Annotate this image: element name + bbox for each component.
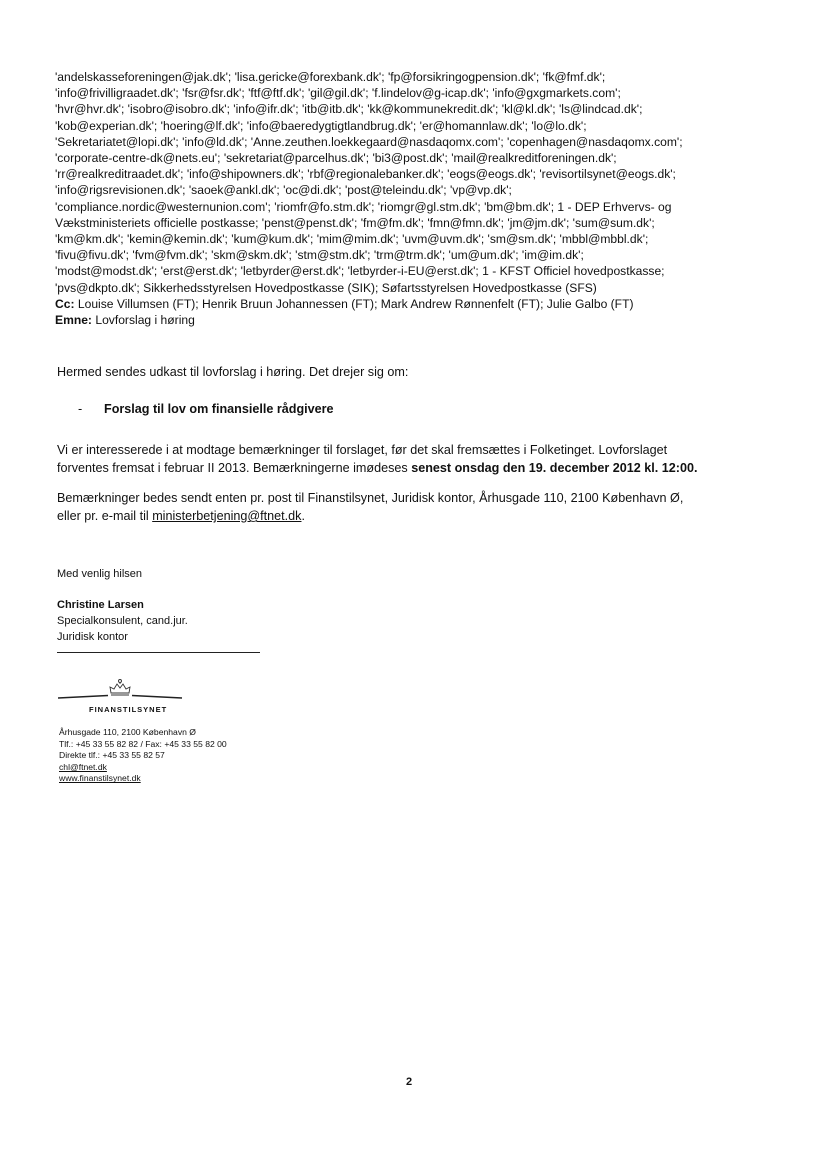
recipient-line: 'info@frivilligraadet.dk'; 'fsr@fsr.dk'; 'ftf@ftf.dk'; 'gil@gil.dk'; 'f.lindelov@g-icap.dk'; 'info@gxgmarkets.com';	[55, 86, 621, 101]
organization-name: FINANSTILSYNET	[89, 705, 168, 714]
recipient-line: 'kob@experian.dk'; 'hoering@lf.dk'; 'info@baeredygtigtlandbrug.dk'; 'er@homannlaw.dk'; 'lo@lo.dk';	[55, 118, 587, 133]
subject-line	[55, 312, 755, 328]
recipient-block	[55, 69, 755, 328]
recipient-line: Vækstministeriets officielle postkasse; 'penst@penst.dk'; 'fm@fm.dk'; 'fmn@fmn.dk'; 'jm@jm.dk'; 'sum@sum.dk';	[55, 215, 655, 230]
cc-value: Louise Villumsen (FT); Henrik Bruun Johannessen (FT); Mark Andrew Rønnenfelt (FT); Julie Galbo (FT)	[77, 296, 634, 311]
cc-label: Cc:	[55, 296, 75, 311]
sender-title: Specialkonsulent, cand.jur.	[57, 615, 188, 627]
deadline-text: senest onsdag den 19. december 2012 kl. 12:00.	[411, 461, 698, 475]
email-link[interactable]: ministerbetjening@ftnet.dk	[152, 509, 302, 523]
sender-department: Juridisk kontor	[57, 631, 128, 643]
recipient-line: 'km@km.dk'; 'kemin@kemin.dk'; 'kum@kum.dk'; 'mim@mim.dk'; 'uvm@uvm.dk'; 'sm@sm.dk'; 'mbbl@mbbl.dk';	[55, 232, 649, 247]
page-number: 2	[406, 1076, 413, 1088]
paragraph-text: eller pr. e-mail til	[57, 509, 153, 523]
paragraph-comments	[57, 441, 757, 477]
bullet-dash: -	[78, 402, 83, 416]
recipient-line: 'modst@modst.dk'; 'erst@erst.dk'; 'letbyrder@erst.dk'; 'letbyrder-i-EU@erst.dk'; 1 - KFST Officiel hovedpostkasse;	[55, 264, 665, 279]
subject-value: Lovforslag i høring	[95, 313, 195, 328]
bullet-item: Forslag til lov om finansielle rådgivere	[104, 402, 334, 416]
paragraph-line: Vi er interesserede i at modtage bemærkninger til forslaget, før det skal fremsættes i Folketinget. Lovforslaget	[57, 443, 668, 457]
contact-email-link[interactable]: chl@ftnet.dk	[59, 761, 107, 772]
contact-website-link[interactable]: www.finanstilsynet.dk	[59, 773, 141, 784]
recipient-line: 'rr@realkreditraadet.dk'; 'info@shipowners.dk'; 'rbf@regionalebanker.dk'; 'eogs@eogs.dk'; 'revisortilsynet@eogs.dk';	[55, 167, 676, 182]
paragraph-text: .	[301, 509, 305, 523]
paragraph-line	[57, 459, 757, 477]
signature-divider	[57, 652, 260, 653]
recipient-line: 'compliance.nordic@westernunion.com'; 'riomfr@fo.stm.dk'; 'riomgr@gl.stm.dk'; 'bm@bm.dk'; 1 - DEP Erhvervs- og	[55, 199, 672, 214]
signature-block	[57, 597, 188, 645]
recipient-line: 'pvs@dkpto.dk'; Sikkerhedsstyrelsen Hovedpostkasse (SIK); Søfartsstyrelsen Hovedpostkasse (SFS)	[55, 280, 597, 295]
sender-name: Christine Larsen	[57, 599, 144, 611]
contact-address: Århusgade 110, 2100 København Ø	[59, 727, 196, 737]
greeting: Med venlig hilsen	[57, 568, 142, 580]
intro-text: Hermed sendes udkast til lovforslag i høring. Det drejer sig om:	[57, 365, 409, 379]
paragraph-text: forventes fremsat i februar II 2013. Bemærkningerne imødeses	[57, 461, 412, 475]
cc-line	[55, 296, 755, 312]
contact-direct-phone: Direkte tlf.: +45 33 55 82 57	[59, 750, 165, 761]
subject-label: Emne:	[55, 313, 92, 328]
paragraph-submission	[57, 489, 757, 525]
recipient-line: 'info@rigsrevisionen.dk'; 'saoek@ankl.dk'; 'oc@di.dk'; 'post@teleindu.dk'; 'vp@vp.dk';	[55, 183, 512, 198]
recipient-line: 'fivu@fivu.dk'; 'fvm@fvm.dk'; 'skm@skm.dk'; 'stm@stm.dk'; 'trm@trm.dk'; 'um@um.dk'; 'im@im.dk';	[55, 248, 584, 263]
contact-block	[59, 727, 227, 785]
recipient-line: 'corporate-centre-dk@nets.eu'; 'sekretariat@parcelhus.dk'; 'bi3@post.dk'; 'mail@realkreditforeningen.dk';	[55, 151, 617, 166]
recipient-line: 'hvr@hvr.dk'; 'isobro@isobro.dk'; 'info@ifr.dk'; 'itb@itb.dk'; 'kk@kommunekredit.dk'; 'kl@kl.dk'; 'ls@lindcad.dk';	[55, 102, 643, 117]
paragraph-line: Bemærkninger bedes sendt enten pr. post til Finanstilsynet, Juridisk kontor, Århusgade 110, 2100 København Ø,	[57, 491, 684, 505]
recipient-line: 'Sekretariatet@lopi.dk'; 'info@ld.dk'; 'Anne.zeuthen.loekkegaard@nasdaqomx.com'; 'copenhagen@nasdaqomx.com';	[55, 134, 683, 149]
contact-phone: Tlf.: +45 33 55 82 82 / Fax: +45 33 55 82 00	[59, 738, 227, 749]
recipient-line: 'andelskasseforeningen@jak.dk'; 'lisa.gericke@forexbank.dk'; 'fp@forsikringogpension.dk'; 'fk@fmf.dk';	[55, 70, 606, 84]
paragraph-line	[57, 507, 757, 525]
